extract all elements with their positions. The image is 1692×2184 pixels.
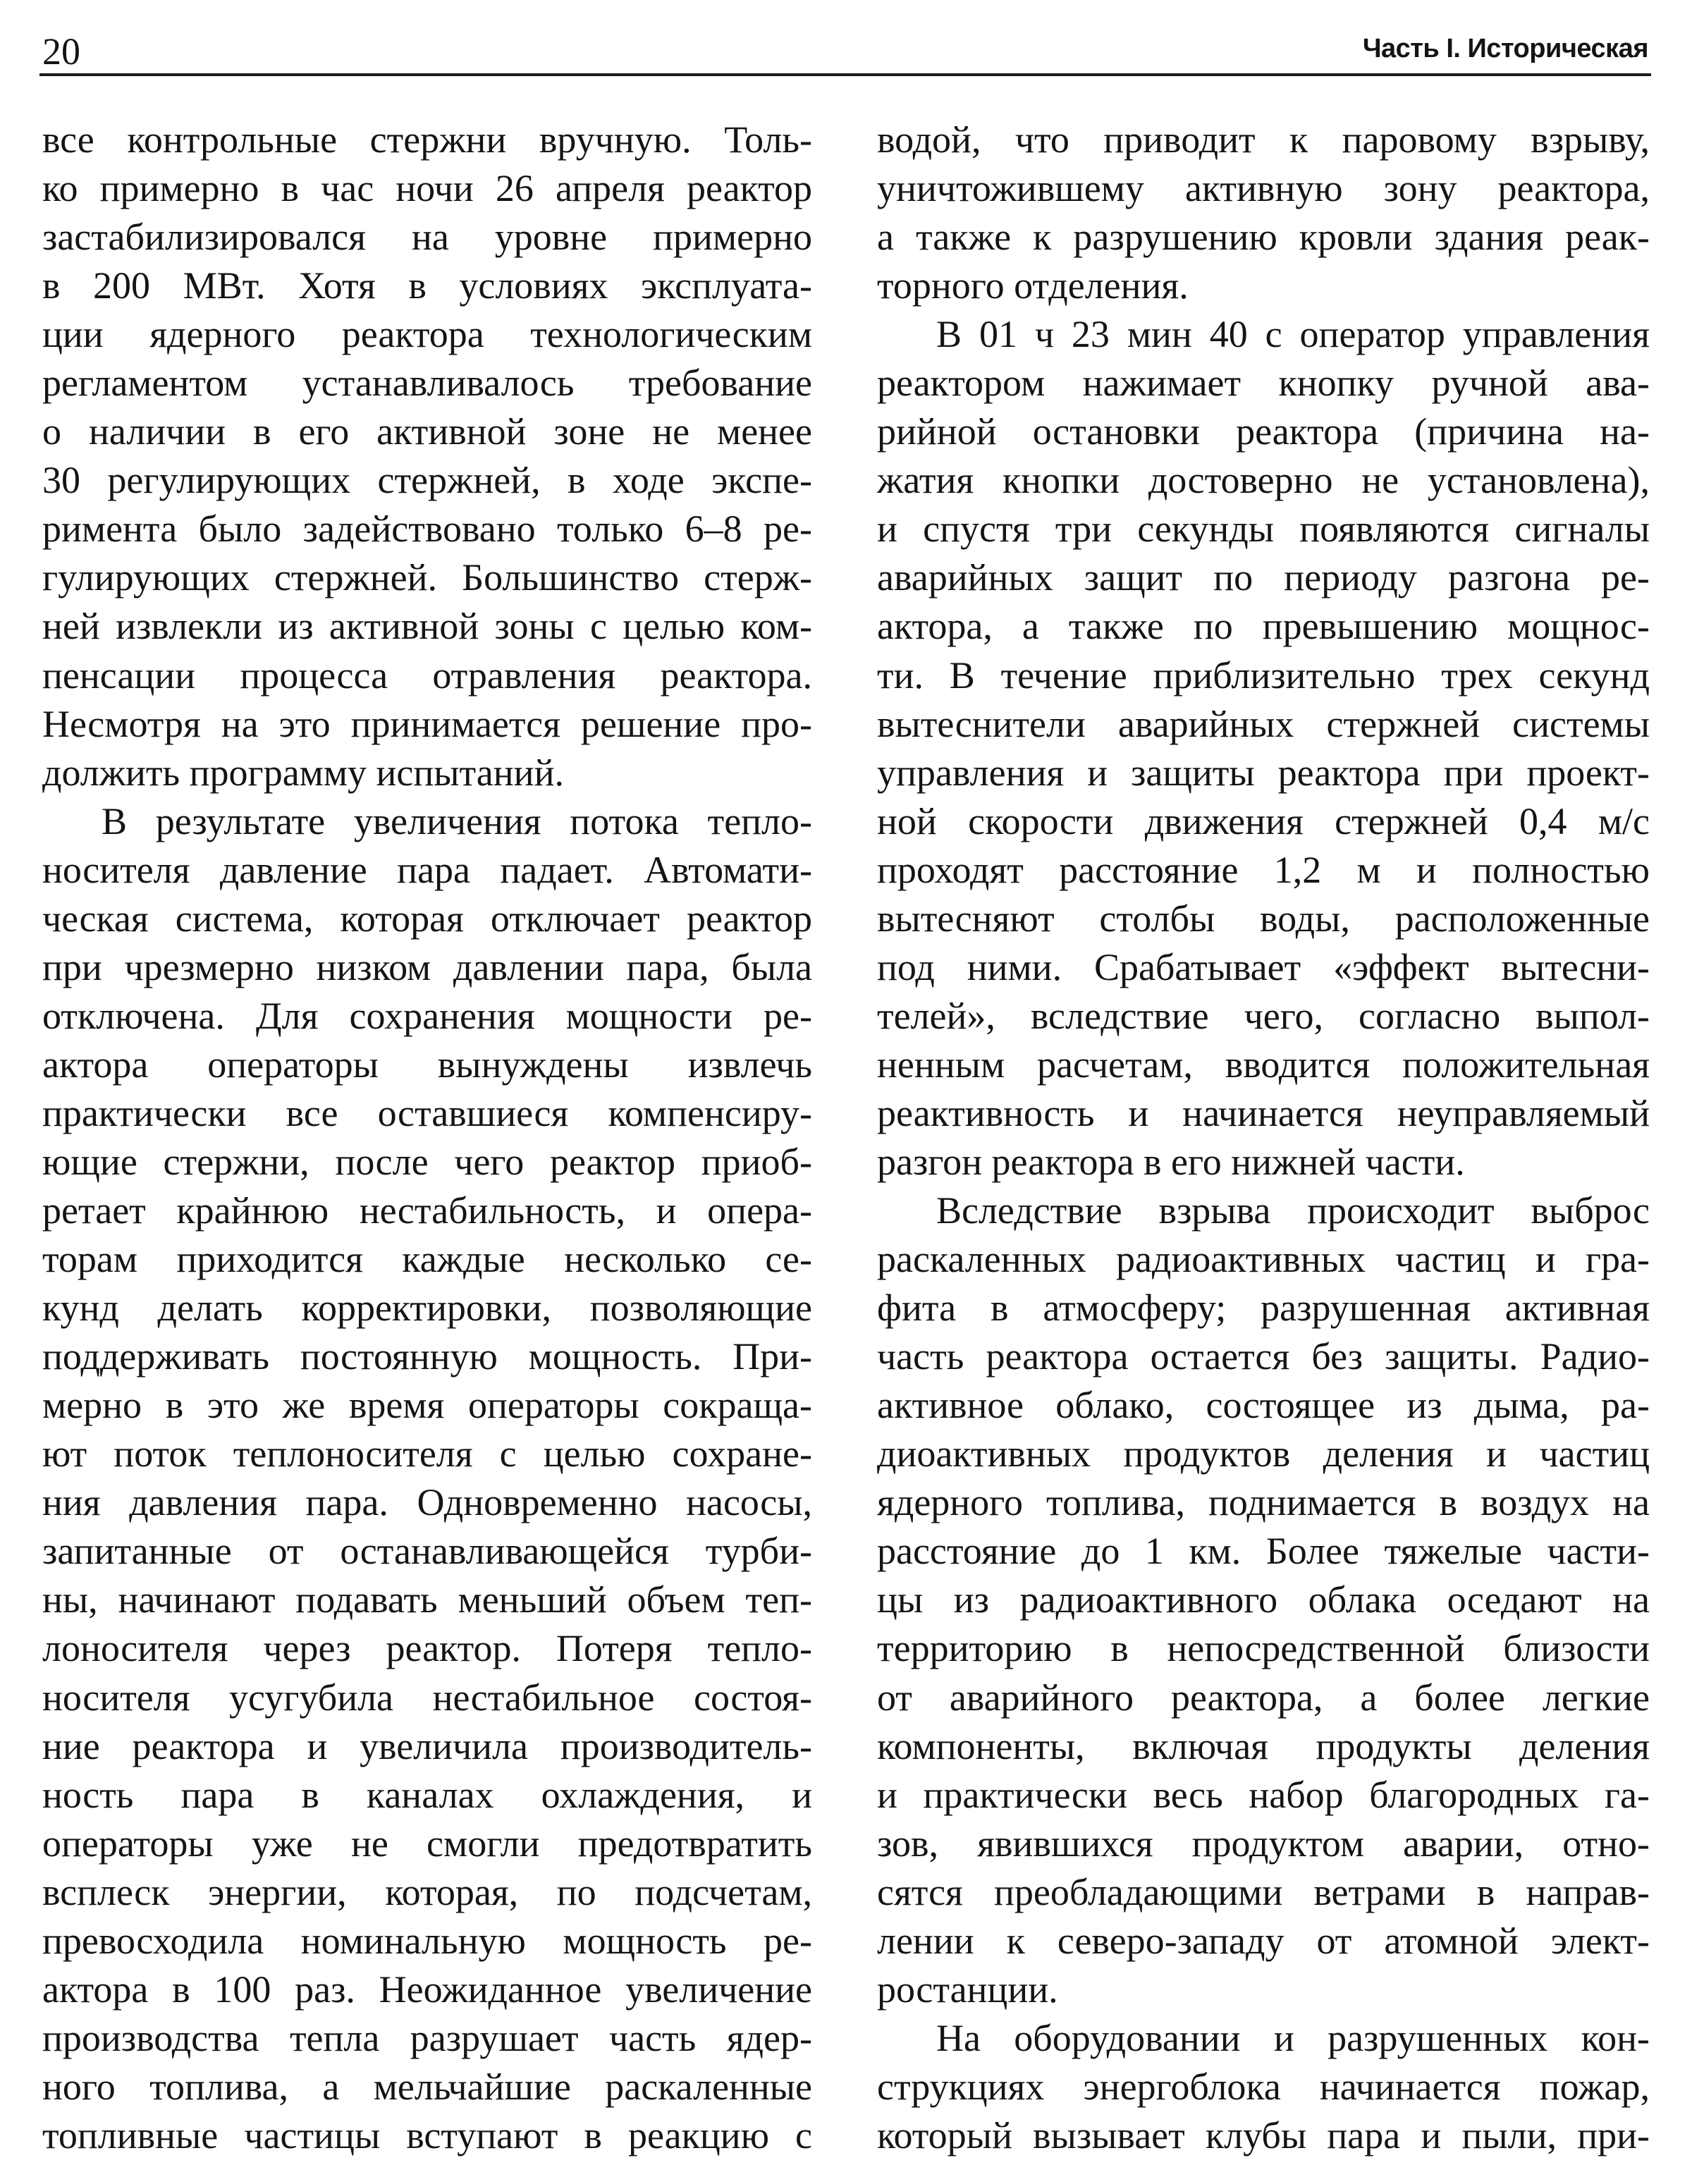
text-line: разгон реактора в его нижней части. <box>877 1140 1465 1183</box>
text-line: поддерживать постоянную мощность. При- <box>42 1335 812 1378</box>
text-line: при чрезмерно низком давлении пара, была <box>42 945 812 988</box>
text-line: а также к разрушению кровли здания реак- <box>877 216 1650 259</box>
text-line: реактором нажимает кнопку ручной ава- <box>877 362 1650 405</box>
text-line: гулирующих стержней. Большинство стерж- <box>42 556 812 599</box>
text-line: ненным расчетам, вводится положительная <box>877 1043 1650 1086</box>
text-line: территорию в непосредственной близости <box>877 1627 1650 1670</box>
text-line: рийной остановки реактора (причина на- <box>877 410 1650 453</box>
text-line: реактивность и начинается неуправляемый <box>877 1091 1650 1134</box>
text-line: жатия кнопки достоверно не установлена), <box>877 459 1650 502</box>
text-line: активное облако, состоящее из дыма, ра- <box>877 1384 1650 1427</box>
text-line: производства тепла разрушает часть ядер- <box>42 2016 812 2059</box>
text-line: вытеснители аварийных стержней системы <box>877 702 1650 745</box>
paragraph <box>877 1186 1650 2014</box>
text-line: ющие стержни, после чего реактор приоб- <box>42 1140 812 1183</box>
text-line: ретает крайнюю нестабильность, и опера- <box>42 1189 812 1232</box>
text-line: операторы уже не смогли предотвратить <box>42 1822 812 1865</box>
text-line: и практически весь набор благородных га- <box>877 1773 1650 1816</box>
text-line: актора, а также по превышению мощнос- <box>877 605 1650 648</box>
text-line: ней извлекли из активной зоны с целью ком- <box>42 605 812 648</box>
text-line: уничтожившему активную зону реактора, <box>877 167 1650 210</box>
text-line: сятся преобладающими ветрами в направ- <box>877 1870 1650 1913</box>
text-line: ти. В течение приблизительно трех секунд <box>877 654 1650 697</box>
text-line: Несмотря на это принимается решение про- <box>42 702 812 745</box>
text-line: расстояние до 1 км. Более тяжелые части- <box>877 1530 1650 1573</box>
text-line: фита в атмосферу; разрушенная активная <box>877 1287 1650 1330</box>
text-line: ко примерно в час ночи 26 апреля реактор <box>42 167 812 210</box>
left-column <box>42 116 812 2160</box>
text-line: носителя давление пара падает. Автомати- <box>42 848 812 891</box>
text-line: должить программу испытаний. <box>42 751 564 794</box>
text-line: актора операторы вынуждены извлечь <box>42 1043 812 1086</box>
text-line: ние реактора и увеличила производитель- <box>42 1724 812 1767</box>
text-line: от аварийного реактора, а более легкие <box>877 1676 1650 1719</box>
text-line: ны, начинают подавать меньший объем теп- <box>42 1578 812 1621</box>
text-line: часть реактора остается без защиты. Радио- <box>877 1335 1650 1378</box>
text-line: лении к северо-западу от атомной элект- <box>877 1919 1650 1962</box>
text-line: лоносителя через реактор. Потеря тепло- <box>42 1627 812 1670</box>
text-line: и спустя три секунды появляются сигналы <box>877 508 1650 551</box>
text-line: ют поток теплоносителя с целью сохране- <box>42 1433 812 1476</box>
text-line: аварийных защит по периоду разгона ре- <box>877 556 1650 599</box>
text-line: На оборудовании и разрушенных кон- <box>936 2016 1650 2059</box>
text-line: ного топлива, а мельчайшие раскаленные <box>42 2065 812 2108</box>
paragraph <box>42 797 812 2160</box>
text-line: мерно в это же время операторы сокраща- <box>42 1384 812 1427</box>
paragraph <box>42 116 812 797</box>
text-line: актора в 100 раз. Неожиданное увеличение <box>42 1968 812 2011</box>
text-line: раскаленных радиоактивных частиц и гра- <box>877 1238 1650 1281</box>
text-line: водой, что приводит к паровому взрыву, <box>877 118 1650 161</box>
text-line: о наличии в его активной зоне не менее <box>42 410 812 453</box>
text-line: зов, явившихся продуктом аварии, отно- <box>877 1822 1650 1865</box>
text-line: все контрольные стержни вручную. Толь- <box>42 118 812 161</box>
text-line: струкциях энергоблока начинается пожар, <box>877 2065 1650 2108</box>
text-line: ростанции. <box>877 1968 1058 2011</box>
text-line: ность пара в каналах охлаждения, и <box>42 1773 812 1816</box>
text-line: цы из радиоактивного облака оседают на <box>877 1578 1650 1621</box>
text-line: телей», вследствие чего, согласно выпол- <box>877 994 1650 1037</box>
text-line: Вследствие взрыва происходит выброс <box>936 1189 1650 1232</box>
paragraph <box>877 310 1650 1186</box>
text-line: регламентом устанавливалось требование <box>42 362 812 405</box>
text-line: ядерного топлива, поднимается в воздух на <box>877 1481 1650 1524</box>
text-line: ния давления пара. Одновременно насосы, <box>42 1481 812 1524</box>
text-line: управления и защиты реактора при проект- <box>877 751 1650 794</box>
page-number: 20 <box>42 30 80 73</box>
text-line: торам приходится каждые несколько се- <box>42 1238 812 1281</box>
text-line: ной скорости движения стержней 0,4 м/с <box>877 799 1650 842</box>
text-line: торного отделения. <box>877 264 1189 307</box>
text-line: застабилизировался на уровне примерно <box>42 216 812 259</box>
text-line: ческая система, которая отключает реактор <box>42 897 812 940</box>
text-line: в 200 МВт. Хотя в условиях эксплуата- <box>42 264 812 307</box>
text-line: кунд делать корректировки, позволяющие <box>42 1287 812 1330</box>
text-line: 30 регулирующих стержней, в ходе экспе- <box>42 459 812 502</box>
text-line: римента было задействовано только 6–8 ре- <box>42 508 812 551</box>
text-line: диоактивных продуктов деления и частиц <box>877 1433 1650 1476</box>
text-line: отключена. Для сохранения мощности ре- <box>42 994 812 1037</box>
text-line: пенсации процесса отравления реактора. <box>42 654 812 697</box>
paragraph <box>877 2014 1650 2160</box>
text-line: носителя усугубила нестабильное состоя- <box>42 1676 812 1719</box>
running-header: Часть I. Историческая <box>1362 34 1648 63</box>
text-line: вытесняют столбы воды, расположенные <box>877 897 1650 940</box>
text-line: превосходила номинальную мощность ре- <box>42 1919 812 1962</box>
text-line: запитанные от останавливающейся турби- <box>42 1530 812 1573</box>
paragraph <box>877 116 1650 310</box>
text-line: проходят расстояние 1,2 м и полностью <box>877 848 1650 891</box>
text-line: практически все оставшиеся компенсиру- <box>42 1091 812 1134</box>
header-rule <box>39 73 1651 76</box>
text-line: который вызывает клубы пара и пыли, при- <box>877 2114 1650 2157</box>
text-line: под ними. Срабатывает «эффект вытесни- <box>877 945 1650 988</box>
text-line: ции ядерного реактора технологическим <box>42 313 812 356</box>
text-line: топливные частицы вступают в реакцию с <box>42 2114 812 2157</box>
text-line: компоненты, включая продукты деления <box>877 1724 1650 1767</box>
right-column <box>877 116 1650 2160</box>
text-line: В 01 ч 23 мин 40 с оператор управления <box>936 313 1650 356</box>
text-line: всплеск энергии, которая, по подсчетам, <box>42 1870 812 1913</box>
text-line: В результате увеличения потока тепло- <box>102 799 812 842</box>
